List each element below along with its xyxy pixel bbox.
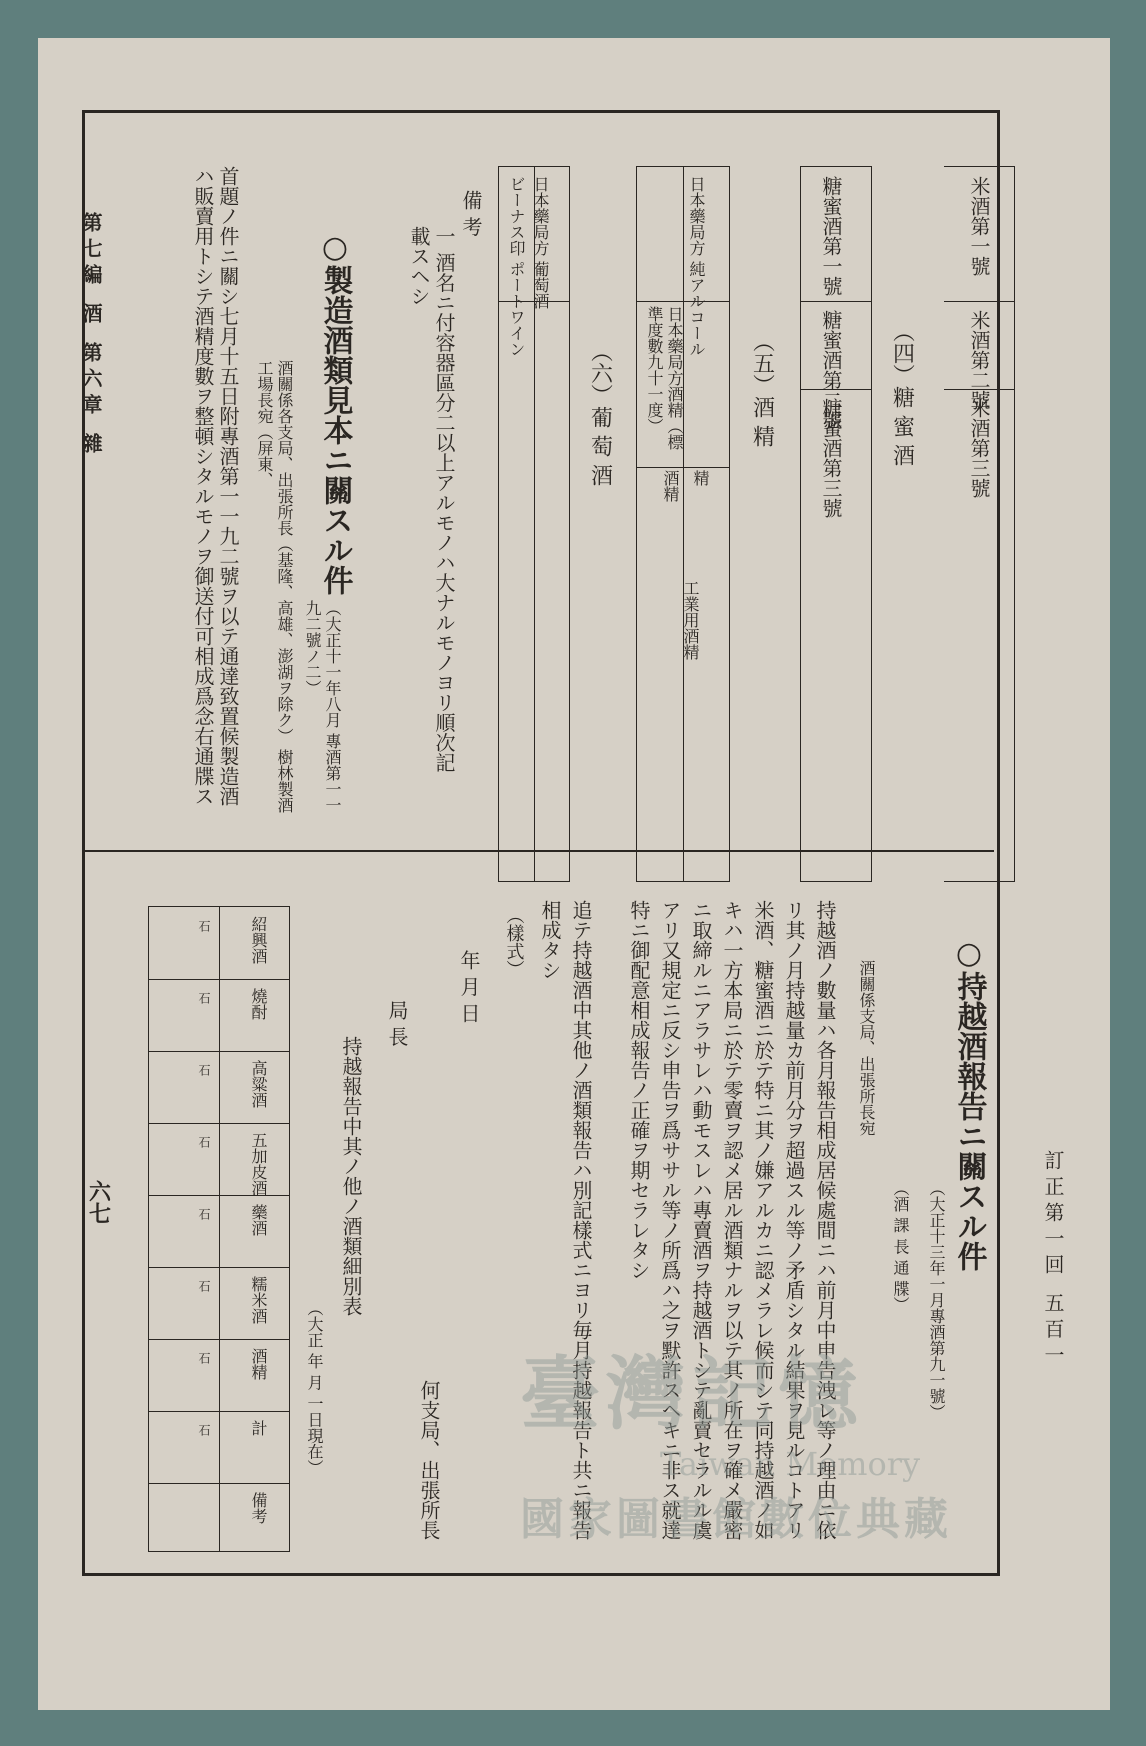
form-column-header: 五加皮酒 (249, 1132, 268, 1196)
form-column-header: 酒精 (249, 1348, 268, 1380)
section-date: （大正十三年一月專酒第九一號） (927, 1180, 946, 1420)
body-text: 持越酒ノ數量ハ各月報告相成居候處間ニハ前月中申告洩レ等ノ理由ニ依リ其ノ月持越量カ前月分ヲ超過スル等ノ矛盾シタル結果ヲ見ルコトアリ米酒、糖蜜酒ニ於テ特ニ其ノ嫌アルカニ認メラレ候而シテ同持越酒ノ如キハ一方本局ニ於テ零賣ヲ認メ居ル酒類ナルヲ以テ其ノ所在ヲ確メ嚴密ニ取締ルニアラサレハ動モスレハ專賣酒ヲ持越酒トシテ亂賣セラルル虞アリ又規定ニ反シ申告ヲ爲ササル等ノ所爲ハ之ヲ默許スヘキニ非ス就達特ニ御配意相成報告ノ正確ヲ期セラレタシ (627, 900, 837, 1540)
table-alcohol (636, 166, 730, 882)
watermark (520, 1330, 1080, 1630)
form-column-header: 藥酒 (249, 1204, 268, 1236)
table-cell: 工業用酒精 (681, 580, 700, 660)
running-head-left: 第七編 酒 第六章 雜 (79, 212, 103, 459)
body-text-postscript: 追テ持越酒中其他ノ酒類報告ハ別記樣式ニヨリ毎月持越報告ト共ニ報告相成タシ (538, 900, 593, 1540)
form-column-header: 糯米酒 (249, 1276, 268, 1324)
form-date: 年 月 日 (457, 950, 481, 1023)
unit-label: 石 (197, 920, 211, 932)
table-cell: 酒精 (661, 470, 680, 502)
form-column-header: 高粱酒 (249, 1060, 268, 1108)
body-text: 首題ノ件ニ關シ七月十五日附專酒第一一九二號ヲ以テ通達致置候製造酒ハ販賣用トシテ酒精度數ヲ整頓シタルモノヲ御送付可相成爲念右通牒ス (191, 166, 240, 806)
section-title: ○持越酒報告ニ關スル件 (951, 936, 987, 1271)
form-title: 持越報告中其ノ他ノ酒類細別表 (339, 1036, 363, 1316)
unit-label: 石 (197, 992, 211, 1004)
table-cell: 糖蜜酒第一號 (819, 176, 843, 296)
section-date: （大正十一年八月 專酒第一一九二號ノ二） (303, 600, 342, 814)
table-title: （六）葡 萄 酒 (587, 340, 613, 486)
remarks-text: 一 酒名ニ付容器區分二以上アルモノハ大ナルモノヨリ順次記載スヘシ (407, 226, 456, 773)
table-cell: 日本藥局方 純アルコール (687, 176, 706, 358)
remarks-label: 備 考 (459, 190, 483, 237)
unit-label: 石 (197, 1280, 211, 1292)
form-label: （樣式） (503, 906, 525, 978)
unit-label: 石 (197, 1064, 211, 1076)
table-cell: 糖蜜酒第三號 (819, 398, 843, 518)
form-column-header: 燒酎 (249, 988, 268, 1020)
table-cell: 米酒第二號 (967, 310, 991, 410)
form-asof: （大正 年 月 一日現在） (305, 1300, 324, 1476)
table-cell: 精 (691, 470, 710, 486)
unit-label: 石 (197, 1352, 211, 1364)
form-column-header: 紹興酒 (249, 916, 268, 964)
form-column-header: 計 (249, 1420, 268, 1436)
table-title: （五）酒 精 (749, 330, 775, 447)
form-table (148, 906, 290, 1552)
table-cell: 日本藥局方酒精（標準度數九十一度） (645, 306, 684, 450)
running-head-right: 訂正第一回 五百一 (1041, 1150, 1065, 1371)
watermark-line: 國家圖書館數位典藏 (520, 1494, 952, 1545)
sender: （酒 課 長 通 牒） (891, 1180, 910, 1313)
addressee: 酒關係支局、出張所長宛 (857, 960, 876, 1136)
table-cell: 日本藥局方 葡萄酒 (531, 176, 550, 310)
unit-label: 石 (197, 1136, 211, 1148)
addressee: 酒關係各支局、出張所長（基隆、高雄、澎湖ヲ除ク） 樹林製酒工場長宛（屏東、 (255, 360, 294, 814)
unit-label: 石 (197, 1424, 211, 1436)
watermark-line: Taiwan Memory (660, 1445, 921, 1483)
table-title: （四）糖 蜜 酒 (889, 320, 915, 466)
table-cell: 米酒第一號 (967, 176, 991, 276)
form-column-header: 備考 (249, 1492, 268, 1524)
table-cell: 糖蜜酒第二號 (819, 310, 843, 430)
table-cell: ビーナス印 ポートワイン (507, 176, 526, 358)
section-title: ○製造酒類見本ニ關スル件 (317, 230, 353, 595)
unit-label: 石 (197, 1208, 211, 1220)
table-cell: 米酒第三號 (967, 398, 991, 498)
watermark-line: 臺灣記憶 (520, 1347, 864, 1441)
page-number: 六七 (85, 1180, 112, 1224)
form-from: 何支局、出張所長 (417, 1380, 441, 1540)
form-to: 局 長 (385, 1000, 409, 1047)
